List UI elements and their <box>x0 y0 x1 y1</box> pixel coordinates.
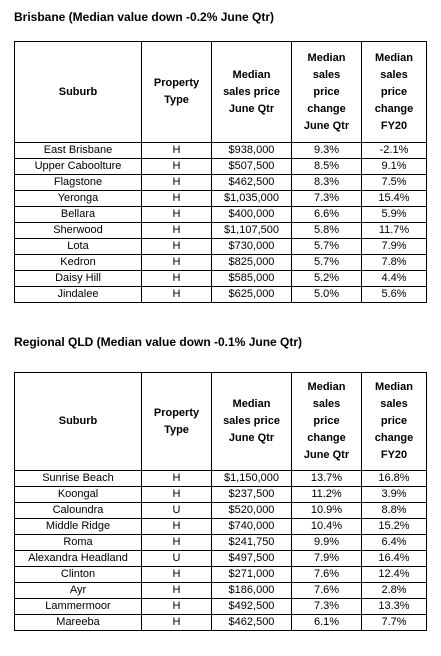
cell-property-type: H <box>142 175 212 191</box>
cell-property-type: H <box>142 471 212 487</box>
regional-qld-table <box>14 372 427 631</box>
cell-change-qtr: 10.9% <box>292 503 362 519</box>
cell-property-type: H <box>142 599 212 615</box>
header-change-fy: Median sales price change FY20 <box>362 42 427 143</box>
table-row <box>15 487 427 503</box>
cell-median-price: $730,000 <box>212 239 292 255</box>
table-row <box>15 159 427 175</box>
cell-change-fy: 16.8% <box>362 471 427 487</box>
regional-qld-table-body <box>15 471 427 631</box>
cell-change-fy: -2.1% <box>362 143 427 159</box>
cell-change-fy: 12.4% <box>362 567 427 583</box>
table-row <box>15 223 427 239</box>
cell-median-price: $520,000 <box>212 503 292 519</box>
cell-change-fy: 3.9% <box>362 487 427 503</box>
cell-median-price: $1,035,000 <box>212 191 292 207</box>
cell-change-fy: 7.9% <box>362 239 427 255</box>
cell-median-price: $241,750 <box>212 535 292 551</box>
table-row <box>15 191 427 207</box>
cell-change-qtr: 5.8% <box>292 223 362 239</box>
cell-property-type: H <box>142 239 212 255</box>
cell-change-fy: 8.8% <box>362 503 427 519</box>
table-row <box>15 615 427 631</box>
cell-median-price: $625,000 <box>212 287 292 303</box>
cell-change-qtr: 5.7% <box>292 255 362 271</box>
cell-median-price: $492,500 <box>212 599 292 615</box>
cell-change-fy: 4.4% <box>362 271 427 287</box>
table-row <box>15 239 427 255</box>
cell-median-price: $585,000 <box>212 271 292 287</box>
cell-suburb: East Brisbane <box>15 143 142 159</box>
cell-property-type: H <box>142 535 212 551</box>
cell-change-qtr: 7.9% <box>292 551 362 567</box>
cell-property-type: U <box>142 551 212 567</box>
cell-median-price: $271,000 <box>212 567 292 583</box>
cell-median-price: $740,000 <box>212 519 292 535</box>
brisbane-table <box>14 41 427 303</box>
cell-median-price: $186,000 <box>212 583 292 599</box>
cell-suburb: Yeronga <box>15 191 142 207</box>
table-row <box>15 535 427 551</box>
cell-suburb: Upper Caboolture <box>15 159 142 175</box>
cell-property-type: H <box>142 143 212 159</box>
cell-change-qtr: 10.4% <box>292 519 362 535</box>
cell-change-qtr: 8.3% <box>292 175 362 191</box>
cell-property-type: H <box>142 287 212 303</box>
cell-change-fy: 2.8% <box>362 583 427 599</box>
cell-median-price: $507,500 <box>212 159 292 175</box>
cell-change-fy: 16.4% <box>362 551 427 567</box>
cell-change-fy: 7.7% <box>362 615 427 631</box>
regional-header-row <box>15 373 427 471</box>
cell-suburb: Sherwood <box>15 223 142 239</box>
header-property-type: Property Type <box>142 373 212 471</box>
cell-suburb: Flagstone <box>15 175 142 191</box>
cell-suburb: Kedron <box>15 255 142 271</box>
cell-median-price: $1,107,500 <box>212 223 292 239</box>
table-row <box>15 599 427 615</box>
header-change-qtr: Median sales price change June Qtr <box>292 373 362 471</box>
cell-property-type: H <box>142 519 212 535</box>
cell-change-fy: 7.5% <box>362 175 427 191</box>
cell-suburb: Lota <box>15 239 142 255</box>
table-row <box>15 583 427 599</box>
cell-property-type: H <box>142 191 212 207</box>
cell-suburb: Middle Ridge <box>15 519 142 535</box>
cell-property-type: U <box>142 503 212 519</box>
cell-suburb: Sunrise Beach <box>15 471 142 487</box>
header-median-price: Median sales price June Qtr <box>212 373 292 471</box>
cell-change-qtr: 6.6% <box>292 207 362 223</box>
cell-change-qtr: 8.5% <box>292 159 362 175</box>
cell-change-qtr: 6.1% <box>292 615 362 631</box>
header-median-price: Median sales price June Qtr <box>212 42 292 143</box>
cell-change-qtr: 9.9% <box>292 535 362 551</box>
cell-median-price: $462,500 <box>212 175 292 191</box>
cell-property-type: H <box>142 255 212 271</box>
cell-change-fy: 7.8% <box>362 255 427 271</box>
cell-suburb: Bellara <box>15 207 142 223</box>
cell-suburb: Caloundra <box>15 503 142 519</box>
cell-suburb: Jindalee <box>15 287 142 303</box>
cell-change-qtr: 13.7% <box>292 471 362 487</box>
cell-property-type: H <box>142 583 212 599</box>
cell-change-qtr: 7.6% <box>292 567 362 583</box>
brisbane-title: Brisbane (Median value down -0.2% June Qtr) <box>14 10 275 24</box>
cell-median-price: $825,000 <box>212 255 292 271</box>
cell-change-fy: 15.4% <box>362 191 427 207</box>
cell-change-fy: 15.2% <box>362 519 427 535</box>
header-suburb: Suburb <box>15 42 142 143</box>
cell-change-qtr: 11.2% <box>292 487 362 503</box>
header-suburb: Suburb <box>15 373 142 471</box>
cell-change-fy: 11.7% <box>362 223 427 239</box>
cell-property-type: H <box>142 487 212 503</box>
cell-change-qtr: 7.3% <box>292 599 362 615</box>
cell-change-fy: 6.4% <box>362 535 427 551</box>
cell-property-type: H <box>142 207 212 223</box>
brisbane-header-row <box>15 42 427 143</box>
table-row <box>15 207 427 223</box>
table-row <box>15 143 427 159</box>
cell-change-qtr: 5.7% <box>292 239 362 255</box>
cell-median-price: $938,000 <box>212 143 292 159</box>
table-row <box>15 567 427 583</box>
table-row <box>15 551 427 567</box>
header-change-qtr: Median sales price change June Qtr <box>292 42 362 143</box>
cell-change-qtr: 5.2% <box>292 271 362 287</box>
cell-change-fy: 13.3% <box>362 599 427 615</box>
cell-suburb: Daisy Hill <box>15 271 142 287</box>
brisbane-table-body <box>15 143 427 303</box>
cell-suburb: Clinton <box>15 567 142 583</box>
cell-property-type: H <box>142 159 212 175</box>
table-row <box>15 255 427 271</box>
cell-property-type: H <box>142 615 212 631</box>
header-property-type: Property Type <box>142 42 212 143</box>
cell-change-fy: 5.9% <box>362 207 427 223</box>
cell-property-type: H <box>142 271 212 287</box>
cell-change-qtr: 7.3% <box>292 191 362 207</box>
regional-qld-title: Regional QLD (Median value down -0.1% June Qtr) <box>14 335 303 349</box>
cell-median-price: $1,150,000 <box>212 471 292 487</box>
cell-suburb: Roma <box>15 535 142 551</box>
cell-median-price: $400,000 <box>212 207 292 223</box>
table-row <box>15 503 427 519</box>
header-change-fy: Median sales price change FY20 <box>362 373 427 471</box>
cell-property-type: H <box>142 223 212 239</box>
cell-property-type: H <box>142 567 212 583</box>
cell-change-qtr: 5.0% <box>292 287 362 303</box>
table-row <box>15 271 427 287</box>
cell-suburb: Mareeba <box>15 615 142 631</box>
cell-change-qtr: 9.3% <box>292 143 362 159</box>
cell-suburb: Ayr <box>15 583 142 599</box>
table-row <box>15 175 427 191</box>
cell-change-qtr: 7.6% <box>292 583 362 599</box>
cell-change-fy: 9.1% <box>362 159 427 175</box>
cell-suburb: Alexandra Headland <box>15 551 142 567</box>
cell-median-price: $462,500 <box>212 615 292 631</box>
cell-change-fy: 5.6% <box>362 287 427 303</box>
cell-median-price: $497,500 <box>212 551 292 567</box>
cell-suburb: Lammermoor <box>15 599 142 615</box>
table-row <box>15 519 427 535</box>
cell-median-price: $237,500 <box>212 487 292 503</box>
table-row <box>15 287 427 303</box>
table-row <box>15 471 427 487</box>
cell-suburb: Koongal <box>15 487 142 503</box>
